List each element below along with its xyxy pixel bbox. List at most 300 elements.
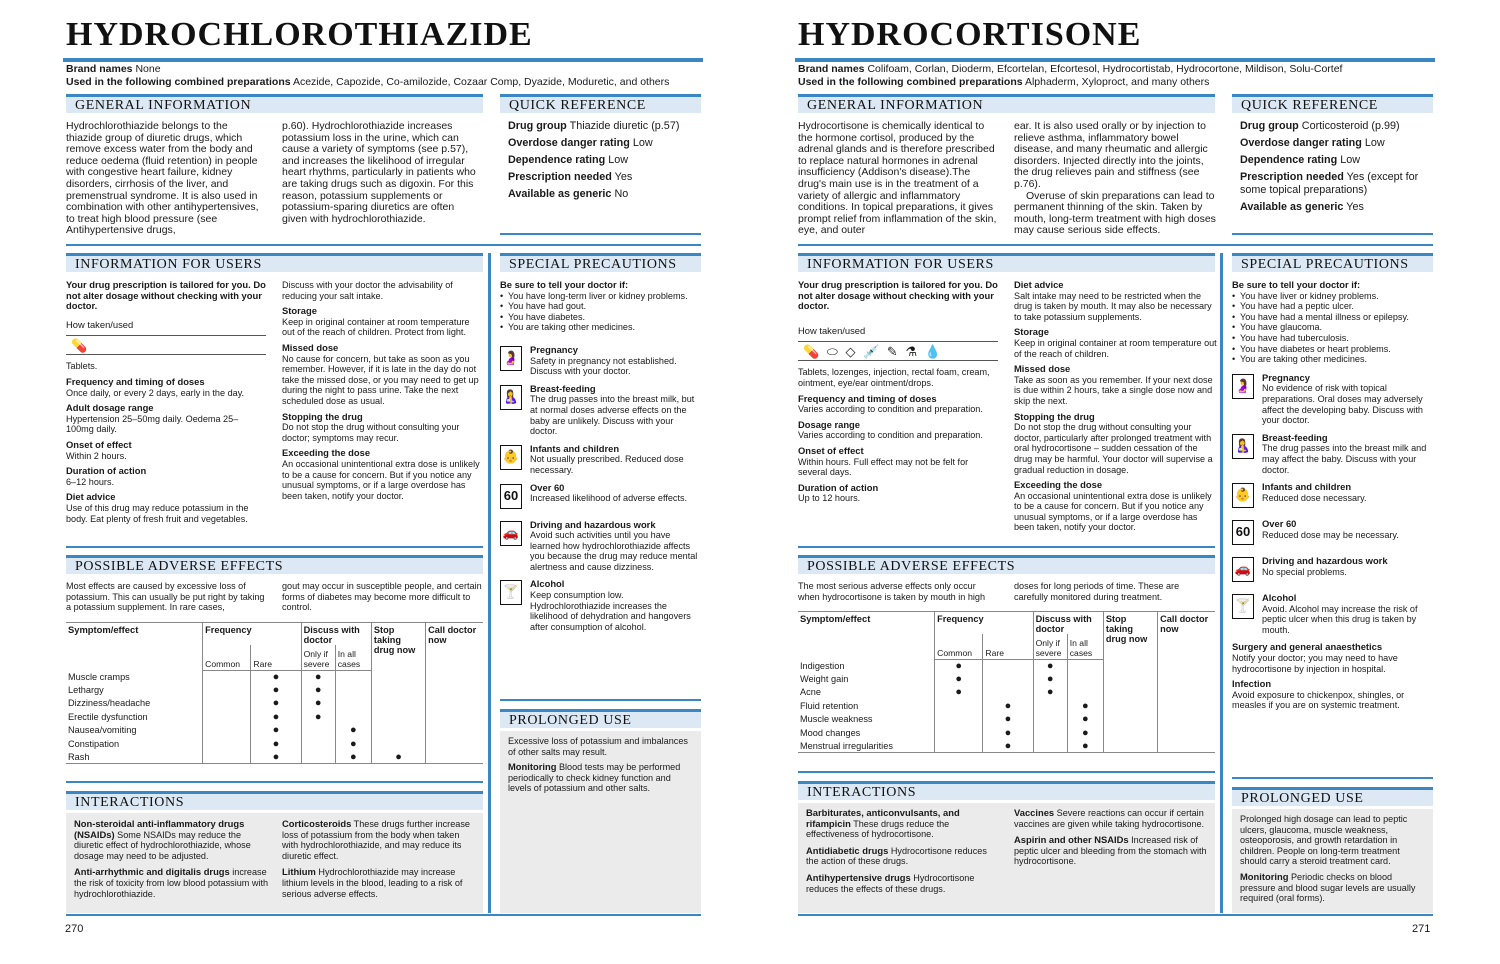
precaution-heading: Over 60 (1262, 518, 1297, 530)
header-call: Call doctor now (1158, 612, 1215, 660)
table-mark: ● (301, 684, 335, 697)
table-mark (935, 699, 983, 712)
table-footer-rule (66, 764, 483, 765)
divider (66, 546, 483, 548)
info-item-heading: Diet advice (1014, 279, 1064, 290)
info-item (282, 306, 482, 338)
symptom-name: Constipation (68, 738, 120, 749)
prolonged-use-text: Excessive loss of potassium and imbalances of other salts may result. (508, 736, 688, 757)
symptom-name: Acne (800, 687, 821, 698)
interactions-col2 (1014, 808, 1212, 873)
general-info-col1: Hydrochlorothiazide belongs to the thiazide group of diuretic drugs, which remove excess water from the body and reduce oedema (fluid retention) in people with congestive heart failure, kidney disorders, cirrhosis of the liver, and premenstrual syndrome. It is also used in combination with other antihypertensives, to treat high blood pressure (see Antihypertensive drugs, (66, 120, 259, 237)
interactions-col1 (74, 819, 270, 905)
table-mark: ● (1067, 699, 1103, 712)
drug-title: HYDROCHLOROTHIAZIDE (66, 16, 533, 53)
table-mark (301, 724, 335, 737)
table-mark: ● (335, 724, 371, 737)
precaution-text: Reduced dose may be necessary. (1262, 529, 1399, 540)
info-item-heading: Missed dose (1014, 363, 1071, 375)
alcohol-icon: 🍸 (1232, 594, 1254, 619)
precaution-extra-item-text: Notify your doctor; you may need to have hydrocortisone by injection in hospital. (1232, 653, 1398, 674)
precaution-bullet: • You have had gout. (500, 301, 700, 312)
info-item-text: 6–12 hours. (66, 476, 115, 487)
quick-ref-label: Drug group (508, 120, 567, 132)
interactions-heading: INTERACTIONS (66, 791, 483, 810)
quick-ref-row (1240, 120, 1430, 133)
info-item-text: Use of this drug may reduce potassium in the body. Eat plenty of fresh fruit and vegetables. (66, 502, 249, 524)
info-item-text: Once daily, or every 2 days, early in the day. (66, 387, 245, 398)
divider (66, 781, 483, 783)
info-item (66, 466, 266, 487)
precaution-text: The drug passes into the breast milk and may affect the baby. Discuss with your doctor. (1262, 443, 1427, 475)
table-mark (371, 710, 425, 723)
table-row (798, 699, 1215, 712)
symptom-name: Nausea/vomiting (68, 725, 137, 736)
table-mark: ● (935, 659, 983, 672)
quick-ref-label: Available as generic (508, 188, 612, 200)
table-mark (371, 684, 425, 697)
quick-ref-row (1240, 154, 1430, 167)
quick-ref-value: Low (608, 154, 629, 166)
over-60-icon: 60 (1232, 520, 1254, 545)
table-mark (371, 724, 425, 737)
quick-ref-row (508, 120, 698, 133)
quick-ref-label: Dependence rating (1240, 154, 1338, 166)
precaution-item (500, 444, 700, 476)
table-mark (935, 713, 983, 726)
prolonged-use (1240, 814, 1428, 904)
quick-ref-label: Overdose danger rating (508, 137, 630, 149)
quick-ref-value: Low (1364, 137, 1385, 149)
header-severe: Only if severe (301, 645, 335, 670)
table-row (798, 739, 1215, 752)
info-item (282, 448, 482, 501)
table-mark (203, 670, 251, 683)
precautions-intro: Be sure to tell your doctor if: (1232, 279, 1361, 290)
precaution-heading: Breast-feeding (1262, 431, 1328, 443)
quick-ref-row (1240, 171, 1430, 197)
precaution-item (1232, 373, 1432, 426)
header-stop: Stop taking drug now (1103, 612, 1157, 660)
symptom-name: Mood changes (800, 727, 861, 738)
adverse-effects-heading: POSSIBLE ADVERSE EFFECTS (798, 555, 1215, 574)
table-mark (1158, 673, 1215, 686)
table-mark (1103, 673, 1157, 686)
special-precautions-heading: SPECIAL PRECAUTIONS (500, 253, 701, 272)
brand-names (66, 63, 706, 88)
title-rule (63, 58, 703, 62)
info-item-heading: Duration of action (798, 481, 879, 493)
header-frequency: Frequency (203, 623, 301, 646)
precaution-extra-item-text: Avoid exposure to chickenpox, shingles, or measles if you are on systemic treatment. (1232, 689, 1405, 711)
precaution-item (1232, 433, 1432, 475)
table-footer-rule (798, 753, 1215, 754)
header-all-cases: In all cases (335, 645, 371, 670)
table-mark: ● (1067, 739, 1103, 752)
table-mark (935, 726, 983, 739)
info-item-text: Take as soon as you remember. If your next dose is due within 2 hours, take a single dose now and skip the next. (1014, 374, 1213, 406)
interactions-col1 (806, 808, 1002, 900)
precaution-item (500, 579, 700, 632)
info-col2-intro: Discuss with your doctor the advisability of reducing your salt intake. (282, 280, 453, 301)
forms-text: Tablets, lozenges, injection, rectal foam, cream, ointment, eye/ear ointment/drops. (798, 367, 990, 388)
table-row (798, 713, 1215, 726)
interaction-item-text: Some NSAIDs may reduce the diuretic effect of hydrochlorothiazide, whose dosage may need to be adjusted. (74, 829, 251, 861)
table-mark: ● (983, 739, 1033, 752)
precaution-extra-item (1232, 679, 1432, 711)
table-mark: ● (1067, 726, 1103, 739)
info-intro: Your drug prescription is tailored for you. Do not alter dosage without checking with your doctor. (798, 279, 998, 312)
table-row (66, 737, 483, 750)
info-intro: Your drug prescription is tailored for you. Do not alter dosage without checking with your doctor. (66, 279, 266, 312)
table-mark: ● (251, 670, 301, 683)
table-mark (301, 737, 335, 750)
table-row (798, 659, 1215, 672)
car-icon: 🚗 (500, 521, 522, 546)
info-col1-items (798, 394, 998, 504)
adverse-effects-col2: doses for long periods of time. These are carefully monitored during treatment. (1014, 581, 1180, 602)
rule-cell (203, 764, 251, 765)
header-discuss: Discuss with doctor (1033, 612, 1103, 635)
general-info-col2: p.60). Hydrochlorothiazide increases potassium loss in the urine, which can cause a variety of symptoms (see p.57), and increases the likelihood of irregular heart rhythms, particularly in patients who are taking drugs such as digoxin. For this reason, potassium supplements or potassium-sparing diuretics are often given with hydrochlorothiazide. (282, 120, 476, 225)
table-mark (1033, 726, 1067, 739)
quick-ref-value: Yes (614, 171, 633, 183)
table-mark (335, 670, 371, 683)
interaction-item-text: Hydrochlorothiazide may increase lithium levels in the blood, leading to a risk of serious adverse effects. (282, 867, 463, 899)
info-item (1014, 327, 1218, 359)
table-row (798, 686, 1215, 699)
info-item-heading: Missed dose (282, 341, 339, 353)
table-mark (426, 670, 483, 683)
child-icon: 👶 (1232, 483, 1254, 508)
table-mark (301, 750, 335, 763)
page-number: 270 (65, 923, 84, 935)
symptom-name: Lethargy (68, 685, 104, 696)
header-frequency: Frequency (935, 612, 1033, 635)
table-mark (1158, 739, 1215, 752)
interaction-item-heading: Vaccines (1014, 807, 1055, 818)
interaction-item (806, 846, 1002, 867)
combined-label: Used in the following combined preparations (798, 75, 1023, 88)
info-item-heading: Frequency and timing of doses (66, 375, 205, 387)
quick-ref-value: Yes (1346, 201, 1364, 213)
interaction-item-text: increase the risk of toxicity from low blood potassium with hydrochlorothiazide. (74, 867, 269, 899)
table-mark (983, 673, 1033, 686)
header-stop: Stop taking drug now (371, 623, 425, 671)
table-mark (426, 710, 483, 723)
quick-reference (1240, 120, 1430, 218)
table-mark (1067, 673, 1103, 686)
table-mark (426, 684, 483, 697)
quick-ref-row (508, 137, 698, 150)
table-mark (203, 737, 251, 750)
table-row (66, 710, 483, 723)
table-mark (426, 724, 483, 737)
info-item (66, 403, 266, 435)
info-item (66, 492, 266, 524)
precaution-bullet: • You have diabetes or heart problems. (1232, 344, 1432, 355)
quick-ref-row (1240, 137, 1430, 150)
rule-cell (371, 764, 425, 765)
precaution-heading: Breast-feeding (530, 382, 596, 394)
info-item-text: An occasional unintentional extra dose is unlikely to be a cause for concern. But if you notice any unusual symptoms, or if a large overdose has been taken, notify your doctor. (282, 458, 480, 501)
table-row (66, 750, 483, 763)
precautions-list (500, 291, 700, 333)
table-row (798, 726, 1215, 739)
precaution-item (500, 520, 700, 573)
info-item (1014, 280, 1218, 322)
interaction-item-heading: Aspirin and other NSAIDs (1014, 834, 1129, 846)
table-mark (371, 737, 425, 750)
divider (66, 244, 701, 246)
quick-ref-row (508, 171, 698, 184)
precaution-heading: Pregnancy (530, 343, 578, 355)
precaution-text: The drug passes into the breast milk, but at normal doses adverse effects on the baby are unlikely. Discuss with your doctor. (530, 394, 695, 437)
info-col1 (798, 280, 998, 509)
info-item-heading: Storage (1014, 326, 1049, 338)
info-item-heading: Diet advice (66, 491, 116, 503)
precaution-item (1232, 482, 1432, 512)
precaution-extra-item-heading: Infection (1232, 678, 1272, 690)
interaction-item-text: Hydrocortisone reduces the action of these drugs. (806, 845, 987, 867)
precautions-intro: Be sure to tell your doctor if: (500, 279, 629, 290)
table-mark: ● (983, 713, 1033, 726)
table-mark (1067, 686, 1103, 699)
info-col2 (1014, 280, 1218, 538)
special-precautions (500, 280, 700, 639)
quick-ref-value: Low (632, 137, 653, 149)
table-mark: ● (301, 697, 335, 710)
brand-names (798, 63, 1438, 88)
info-item-heading: Storage (282, 305, 317, 317)
table-mark (371, 670, 425, 683)
table-row (66, 697, 483, 710)
info-item-text: Salt intake may need to be restricted when the drug is taken by mouth. It may also be necessary to take potassium supplements. (1014, 290, 1212, 322)
precaution-bullet: • You have had tuberculosis. (1232, 333, 1432, 344)
header-symptom: Symptom/effect (66, 623, 203, 671)
general-info-col2-p2: Overuse of skin preparations can lead to permanent thinning of the skin. Taken by mouth, long-term treatment with high doses may cause serious side effects. (1014, 189, 1216, 237)
precaution-bullet: • You have liver or kidney problems. (1232, 291, 1432, 302)
quick-ref-row (508, 154, 698, 167)
divider (1232, 233, 1433, 235)
info-item-heading: Stopping the drug (282, 410, 363, 422)
table-row (798, 673, 1215, 686)
table-mark (1103, 726, 1157, 739)
pregnancy-icon: 🤰 (1232, 374, 1254, 399)
table-mark: ● (983, 699, 1033, 712)
prolonged-use-heading: PROLONGED USE (1232, 787, 1433, 806)
precaution-heading: Infants and children (1262, 481, 1352, 493)
info-item-heading: Stopping the drug (1014, 410, 1095, 422)
precaution-heading: Driving and hazardous work (530, 518, 656, 530)
precautions-list (1232, 291, 1432, 365)
child-icon: 👶 (500, 445, 522, 470)
table-mark: ● (251, 737, 301, 750)
table-mark: ● (935, 673, 983, 686)
precaution-heading: Pregnancy (1262, 371, 1310, 383)
rule-cell (251, 764, 301, 765)
info-col2-items (282, 306, 482, 501)
precaution-text: Safety in pregnancy not established. Discuss with your doctor. (530, 355, 677, 377)
administration-icons: 💊 ⬭ ◇ 💉 ✎ ⚗ 💧 (798, 341, 998, 361)
interaction-item-text: These drugs reduce the effectiveness of hydrocortisone. (806, 818, 950, 840)
quick-ref-value: Corticosteroid (p.99) (1301, 120, 1400, 132)
forms-text: Tablets. (66, 361, 98, 372)
special-precautions-heading: SPECIAL PRECAUTIONS (1232, 253, 1433, 272)
precaution-heading: Driving and hazardous work (1262, 555, 1388, 567)
symptom-name: Muscle cramps (68, 671, 130, 682)
divider (798, 244, 1433, 246)
info-item-text: Do not stop the drug without consulting your doctor; symptoms may recur. (282, 422, 460, 443)
table-mark: ● (251, 710, 301, 723)
divider (500, 233, 701, 235)
table-mark: ● (251, 697, 301, 710)
table-mark (203, 724, 251, 737)
quick-reference (508, 120, 698, 205)
right-page (795, 0, 1435, 964)
precaution-text: Reduced dose necessary. (1262, 492, 1367, 503)
combined-value: Alphaderm, Xyloproct, and many others (1024, 75, 1210, 88)
table-mark (1103, 699, 1157, 712)
adverse-effects-grid (66, 622, 483, 764)
monitoring-text: Periodic checks on blood pressure and blood sugar levels are usually required (oral forms). (1240, 871, 1416, 904)
table-mark (426, 750, 483, 763)
info-col1 (66, 280, 266, 529)
quick-ref-label: Available as generic (1240, 201, 1344, 213)
rule-cell (798, 753, 935, 754)
precaution-bullet: • You are taking other medicines. (1232, 354, 1432, 365)
table-mark: ● (1033, 686, 1067, 699)
combined-label: Used in the following combined preparations (66, 75, 291, 88)
brand-value: Colifoam, Corlan, Dioderm, Efcortelan, Efcortesol, Hydrocortistab, Hydrocortone, Mildison, Solu-Cortef (867, 63, 1343, 75)
rule-cell (66, 764, 203, 765)
precaution-text: Keep consumption low. Hydrochlorothiazide increases the likelihood of dehydration and hangovers after consumption of alcohol. (530, 590, 691, 632)
symptom-name: Erectile dysfunction (68, 711, 148, 722)
info-item-text: Hypertension 25–50mg daily. Oedema 25–100mg daily. (66, 413, 239, 435)
quick-ref-label: Drug group (1240, 120, 1299, 132)
info-item-text: Varies according to condition and preparation. (798, 404, 983, 415)
divider (66, 914, 701, 916)
column-divider (1220, 253, 1223, 913)
car-icon: 🚗 (1232, 557, 1254, 582)
table-mark (1033, 739, 1067, 752)
table-mark (1158, 726, 1215, 739)
monitoring-label: Monitoring (508, 761, 557, 773)
table-mark: ● (301, 670, 335, 683)
divider (500, 699, 701, 701)
brand-label: Brand names (798, 63, 865, 75)
info-item (798, 483, 998, 504)
table-mark (335, 710, 371, 723)
table-mark: ● (935, 686, 983, 699)
symptom-name: Dizziness/headache (68, 698, 151, 709)
precaution-heading: Alcohol (1262, 592, 1297, 604)
interaction-item (806, 808, 1002, 840)
precaution-heading: Over 60 (530, 481, 565, 493)
table-mark (935, 739, 983, 752)
info-item-heading: Exceeding the dose (1014, 479, 1103, 491)
info-item (798, 446, 998, 478)
table-mark (371, 697, 425, 710)
quick-ref-label: Prescription needed (508, 171, 612, 183)
table-row (66, 670, 483, 683)
table-row (66, 724, 483, 737)
table-mark (1158, 686, 1215, 699)
rule-cell (301, 764, 335, 765)
precaution-item (500, 483, 700, 513)
precaution-bullet: • You have glaucoma. (1232, 322, 1432, 333)
info-item (282, 343, 482, 407)
table-mark (1103, 659, 1157, 672)
adverse-effects-heading: POSSIBLE ADVERSE EFFECTS (66, 555, 483, 574)
divider (798, 914, 1433, 916)
symptom-name: Fluid retention (800, 700, 859, 711)
table-mark (1158, 713, 1215, 726)
precaution-item (500, 384, 700, 437)
interaction-item-heading: Lithium (282, 866, 316, 878)
tablet-icon: 💊 (66, 335, 266, 355)
general-info-col2 (1014, 121, 1216, 237)
rule-cell (1103, 753, 1157, 754)
symptom-name: Weight gain (800, 674, 849, 685)
table-mark: ● (251, 684, 301, 697)
over-60-icon: 60 (500, 484, 522, 509)
table-mark (335, 684, 371, 697)
info-col2 (282, 280, 482, 506)
table-mark (1103, 739, 1157, 752)
interaction-item-text: Hydrocortisone reduces the effects of these drugs. (806, 872, 975, 894)
general-info-heading: GENERAL INFORMATION (798, 94, 1215, 113)
info-item-heading: Duration of action (66, 465, 147, 477)
header-discuss: Discuss with doctor (301, 623, 371, 646)
table-mark: ● (335, 737, 371, 750)
precaution-item (1232, 556, 1432, 586)
table-mark (203, 697, 251, 710)
table-mark: ● (335, 750, 371, 763)
table-row (66, 684, 483, 697)
table-mark (426, 697, 483, 710)
symptom-name: Muscle weakness (800, 714, 873, 725)
prolonged-use (508, 736, 696, 794)
header-call: Call doctor now (426, 623, 483, 671)
precaution-text: Avoid such activities until you have learned how hydrochlorothiazide affects you because the drug may reduce mental alertness and cause dizziness. (530, 530, 698, 572)
interaction-item-heading: Barbiturates, anticonvulsants, and rifampicin (806, 807, 960, 829)
rule-cell (935, 753, 983, 754)
quick-reference-heading: QUICK REFERENCE (1232, 94, 1433, 113)
precaution-extra-item-heading: Surgery and general anaesthetics (1232, 641, 1383, 653)
precaution-bullet: • You are taking other medicines. (500, 322, 700, 333)
table-mark (1103, 686, 1157, 699)
quick-ref-label: Dependence rating (508, 154, 606, 166)
interaction-item (806, 873, 1002, 894)
rule-cell (1033, 753, 1067, 754)
table-mark: ● (983, 726, 1033, 739)
precaution-text: No special problems. (1262, 566, 1347, 577)
how-taken-label: How taken/used (66, 318, 134, 330)
page-number: 271 (1412, 923, 1431, 935)
brand-value: None (135, 63, 161, 75)
rule-cell (1067, 753, 1103, 754)
interaction-item (1014, 808, 1212, 829)
table-mark (426, 737, 483, 750)
quick-ref-row (1240, 201, 1430, 214)
precaution-bullet: • You have diabetes. (500, 312, 700, 323)
rule-cell (426, 764, 483, 765)
info-item-text: Keep in original container at room temperature out of the reach of children. Protect from light. (282, 316, 470, 338)
info-item-heading: Exceeding the dose (282, 447, 371, 459)
table-header-row (66, 623, 483, 646)
interaction-item (74, 819, 270, 861)
